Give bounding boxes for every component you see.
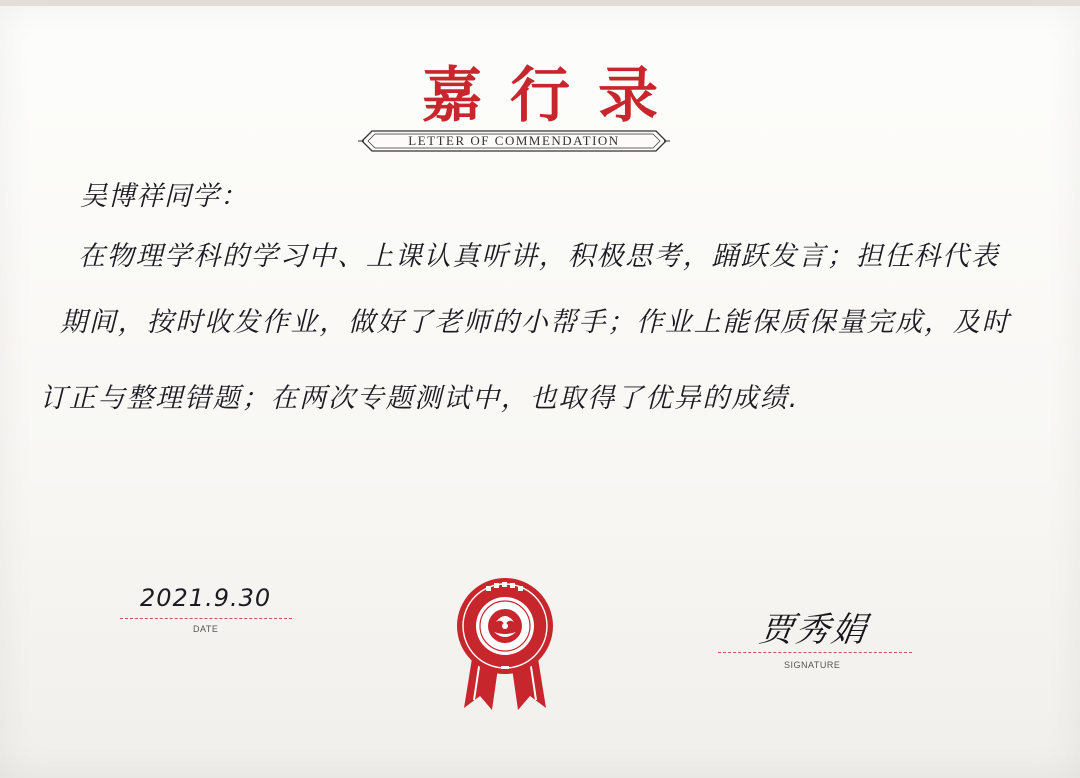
body-line-1: 在物理学科的学习中、上课认真听讲，积极思考，踊跃发言；担任科代表 <box>78 241 1000 272</box>
salutation: 吴博祥同学： <box>80 181 248 212</box>
letter-subtitle: LETTER OF COMMENDATION <box>408 133 620 148</box>
commendation-letter <box>0 6 1080 778</box>
signature-underline <box>718 652 912 653</box>
date-underline <box>120 618 292 619</box>
signature-caption: SIGNATURE <box>784 660 841 670</box>
body-line-3: 订正与整理错题；在两次专题测试中，也取得了优异的成绩. <box>40 383 800 414</box>
letter-title: 嘉行录 <box>422 61 686 131</box>
date-caption: DATE <box>193 624 219 634</box>
date-value: 2021.9.30 <box>140 584 272 612</box>
body-line-2: 期间，按时收发作业，做好了老师的小帮手；作业上能保质保量完成，及时 <box>60 307 1011 338</box>
school-seal-ribbon-icon <box>440 576 570 716</box>
handwritten-signature: 贾秀娟 <box>756 610 871 650</box>
